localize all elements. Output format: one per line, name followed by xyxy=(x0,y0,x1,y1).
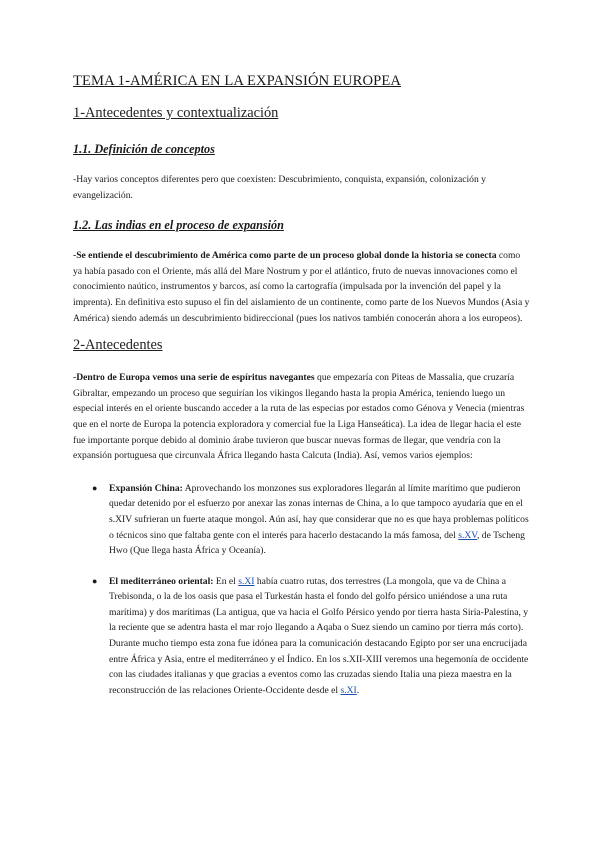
bullet-icon: ● xyxy=(92,482,98,493)
document-title: TEMA 1-AMÉRICA EN LA EXPANSIÓN EUROPEA xyxy=(73,73,401,89)
intro-bold: -Dentro de Europa vemos una serie de espíritus navegantes xyxy=(73,372,315,384)
subsection-heading-indias: 1.2. Las indias en el proceso de expansión xyxy=(73,218,284,233)
section-heading-antecedentes: 2-Antecedentes xyxy=(73,337,163,354)
section-heading-contextualizacion: 1-Antecedentes y contextualización xyxy=(73,105,279,121)
paragraph-definicion-text: -Hay varios conceptos diferentes pero que coexisten: Descubrimiento, conquista, expansión, colonización y evangelización. xyxy=(73,174,486,201)
examples-list xyxy=(73,481,531,699)
bullet-icon: ● xyxy=(92,575,98,586)
list-item-text: . xyxy=(356,684,360,696)
list-item-bold: El mediterráneo oriental: xyxy=(109,575,214,587)
subsection-heading-definicion: 1.1. Definición de conceptos xyxy=(73,142,215,156)
paragraph-indias-text: como ya había pasado con el Oriente, más allá del Mare Nostrum y por el atlántico, fruto de nuevas innovaciones como el conocimiento naútico, instrumentos y barcos, así como la cartografía (impulsada por la invención del papel y la imprenta). En definitiva esto supuso el fin del aislamiento de un continente, como parte de los Nuevos Mundos (Asia y América) siendo además un descubrimiento bidireccional (pues los nativos también conocerán ahora a los europeos). xyxy=(73,250,530,324)
document-page xyxy=(73,72,531,713)
list-item-bold: Expansión China: xyxy=(109,482,183,494)
list-item-expansion-china xyxy=(73,481,531,559)
list-item-mediterraneo-oriental xyxy=(73,574,531,699)
century-link[interactable]: s.XI xyxy=(340,684,357,696)
list-item-text: había cuatro rutas, dos terrestres (La mongola, que va de China a Trebisonda, o la de los oasis que pasa el Turkestán hasta el fondo del golfo pérsico uniéndose a una ruta marítima) y dos marítimas (La antigua, que va hacia el Golfo Pérsico yendo por tierra hasta Siria-Palestina, y la reciente que se adentra hasta el mar rojo llegando a Aqaba o Suez siendo un camino por tierra más corto). Durante mucho tiempo esta zona fue idónea para la comunicación destacando Egipto por ser una encrucijada entre África y Asia, entre el mediterráneo y el Índico. En los s.XII-XIII veremos una hegemonía de occidente con las ciudades italianas y que gracias a eventos como las cruzadas siendo Italia una pieza maestra en la reconstrucción de las relaciones Oriente-Occidente desde el xyxy=(109,575,529,696)
intro-text: que empezaría con Piteas de Massalia, que cruzaría Gibraltar, empezando un proceso que seguirían los vikingos llegando hasta la propia América, teniendo luego un especial interés en el oriente buscando acceder a la ruta de las especias por estados como Génova y Venecia (mientras que en el norte de Europa la potencia exploradora y comercial fue la Liga Hanseática). La idea de llegar hacia el este fue importante porque debido al dominio árabe tuvieron que buscar nuevas formas de llegar, que vendría con la expansión portuguesa que circunvala África llegando hasta Calcuta (India). Así, vemos varios ejemplos: xyxy=(73,372,525,462)
paragraph-definicion xyxy=(73,172,531,203)
paragraph-antecedentes-intro xyxy=(73,370,531,464)
paragraph-indias xyxy=(73,248,531,326)
paragraph-indias-bold: -Se entiende el descubrimiento de América como parte de un proceso global donde la historia se conecta xyxy=(73,250,497,262)
century-link[interactable]: s.XI xyxy=(238,575,255,587)
list-item-text: En el xyxy=(213,575,239,587)
list-item-text: , de Tscheng Hwo (Que llega hasta África y Oceanía). xyxy=(109,529,525,557)
list-item-text: Aprovechando los monzones sus exploradores llegarán al límite marítimo que pudieron quedar detenido por el esfuerzo por anexar las zonas internas de China, a lo que tampoco ayudaría que en el s.XIV sufrieran un fuerte ataque mongol. Aún así, hay que considerar que no es que haya problemas políticos o técnicos sino que faltaba gente con el interés para hacerlo destacando la más famosa, del xyxy=(109,482,529,541)
century-link[interactable]: s.XV xyxy=(458,529,477,541)
